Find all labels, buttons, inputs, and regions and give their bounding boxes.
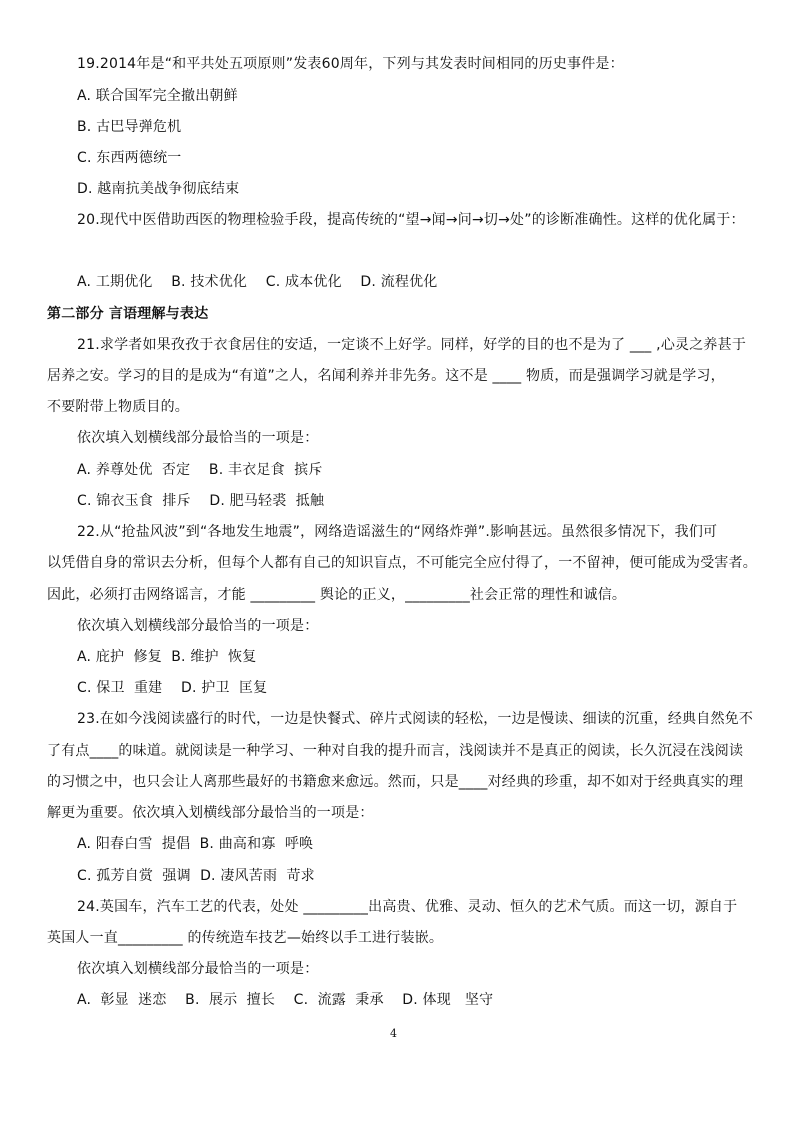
- question-21-line-1: 21.求学者如果孜孜于衣食居住的安适，一定谈不上好学。同样，好学的目的也不是为了 ___ ,心灵之养甚于: [77, 337, 747, 353]
- q22-options-ab: A. 庇护 修复 B. 维护 恢复: [77, 649, 257, 665]
- page-number: 4: [390, 1027, 397, 1040]
- question-24-line-1: 24.英国车，汽车工艺的代表，处处 _________出高贵、优雅、灵动、恒久的艺术气质。而这一切，源自于: [77, 899, 738, 915]
- question-21-line-3: 不要附带上物质目的。: [47, 399, 189, 415]
- question-23-line-3: 的习惯之中，也只会让人离那些最好的书籍愈来愈远。然而，只是____对经典的珍重，却不如对于经典真实的理: [47, 774, 744, 790]
- q22-options-cd: C. 保卫 重建 D. 护卫 匡复: [77, 680, 268, 696]
- question-19-stem: 19.2014年是“和平共处五项原则”发表60周年，下列与其发表时间相同的历史事件是：: [77, 56, 624, 72]
- q21-options-cd: C. 锦衣玉食 排斥 D. 肥马轻裘 抵触: [77, 493, 325, 509]
- q23-options-cd: C. 孤芳自赏 强调 D. 凄风苦雨 苛求: [77, 868, 315, 884]
- q23-options-ab: A. 阳春白雪 提倡 B. 曲高和寡 呼唤: [77, 836, 314, 852]
- question-21-line-2: 居养之安。学习的目的是成为“有道”之人，名闻利养并非先务。这不是 ____ 物质，而是强调学习就是学习，: [47, 368, 725, 384]
- question-22-line-3: 因此，必须打击网络谣言，才能 _________ 舆论的正义，_________社会正常的理性和诚信。: [47, 587, 627, 603]
- q19-option-a: A. 联合国军完全撤出朝鲜: [77, 88, 238, 104]
- q19-option-b: B. 古巴导弹危机: [77, 119, 182, 135]
- section-heading: 第二部分 言语理解与表达: [47, 306, 209, 322]
- question-24-line-2: 英国人一直_________ 的传统造车技艺—始终以手工进行装嵌。: [47, 930, 444, 946]
- q24-options: A. 彰显 迷恋 B. 展示 擅长 C. 流露 秉承 D. 体现 坚守: [77, 992, 494, 1008]
- question-23-line-2: 了有点____的味道。就阅读是一种学习、一种对自我的提升而言，浅阅读并不是真正的阅读，长久沉浸在浅阅读: [47, 743, 744, 759]
- question-22-line-2: 以凭借自身的常识去分析，但每个人都有自己的知识盲点，不可能完全应付得了，一不留神，便可能成为受害者。: [47, 555, 757, 571]
- q21-instruction: 依次填入划横线部分最恰当的一项是：: [77, 430, 319, 446]
- q21-options-ab: A. 养尊处优 否定 B. 丰衣足食 摈斥: [77, 462, 323, 478]
- q19-option-c: C. 东西两德统一: [77, 150, 182, 166]
- q22-instruction: 依次填入划横线部分最恰当的一项是：: [77, 618, 319, 634]
- q19-option-d: D. 越南抗美战争彻底结束: [77, 181, 240, 197]
- question-20-stem: 20.现代中医借助西医的物理检验手段，提高传统的“望→闻→问→切→处”的诊断准确性。这样的优化属于：: [77, 212, 745, 228]
- q24-instruction: 依次填入划横线部分最恰当的一项是：: [77, 961, 319, 977]
- question-22-line-1: 22.从“抢盐风波”到“各地发生地震”，网络造谣滋生的“网络炸弹”.影响甚远。虽然很多情况下，我们可: [77, 524, 718, 540]
- question-23-line-1: 23.在如今浅阅读盛行的时代，一边是快餐式、碎片式阅读的轻松，一边是慢读、细读的沉重，经典自然免不: [77, 711, 754, 727]
- q20-options: A. 工期优化 B. 技术优化 C. 成本优化 D. 流程优化: [77, 274, 438, 290]
- question-23-line-4: 解更为重要。依次填入划横线部分最恰当的一项是：: [47, 805, 374, 821]
